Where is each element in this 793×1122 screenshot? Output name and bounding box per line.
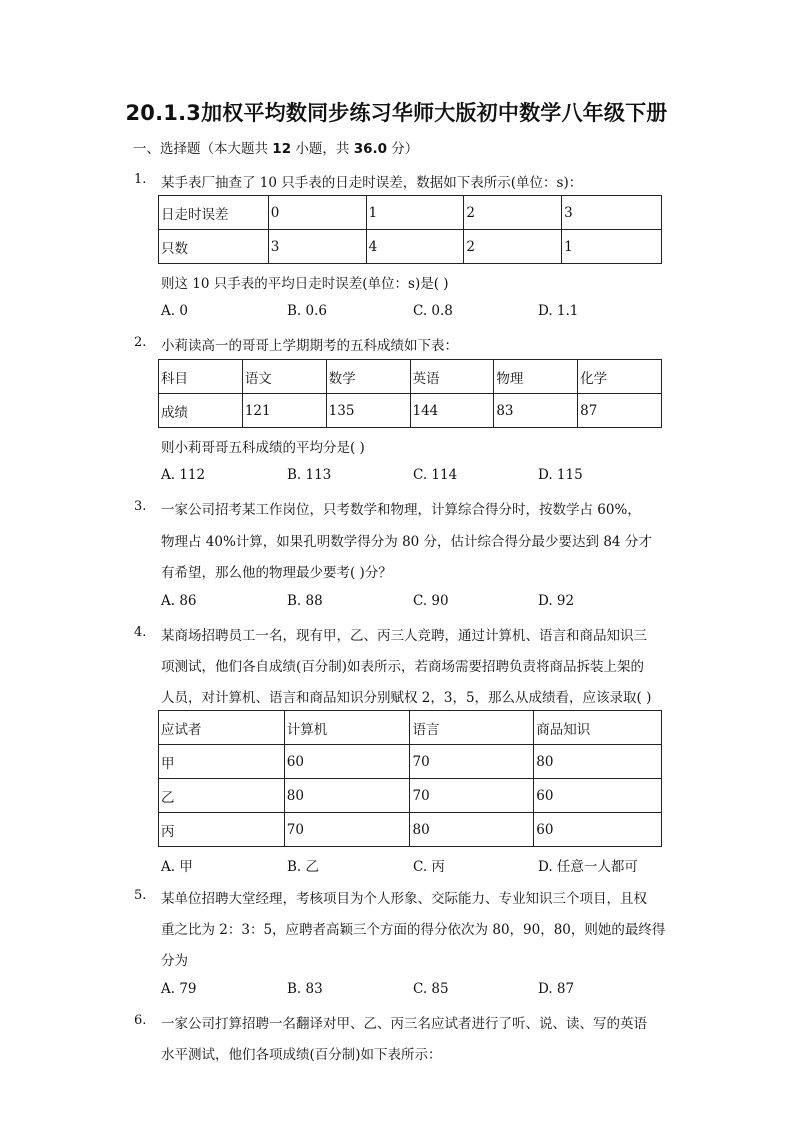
option-d: D. 1.1: [538, 303, 579, 319]
table-cell: 60: [284, 745, 410, 779]
question-stem: 某手表厂抽查了 10 只手表的日走时误差，数据如下表所示(单位：s)：: [161, 175, 583, 191]
table-cell: 87: [578, 394, 662, 428]
question-line: 重之比为 2：3：5，应聘者高颖三个方面的得分依次为 80，90，80，则她的最终得: [161, 922, 666, 938]
question-line: 项测试，他们各自成绩(百分制)如表所示，若商场需要招聘负责将商品拆装上架的: [161, 659, 645, 675]
table-cell: 乙: [159, 779, 285, 813]
table-cell: 4: [366, 230, 464, 264]
option-b: B. 83: [287, 981, 323, 997]
question-line: 某商场招聘员工一名，现有甲，乙、丙三人竞聘，通过计算机、语言和商品知识三: [161, 628, 647, 644]
table-cell: 甲: [159, 745, 285, 779]
question-line: 人员，对计算机、语言和商品知识分别赋权 2，3，5，那么从成绩看，应该录取( ): [161, 690, 652, 706]
option-a: A. 甲: [161, 859, 193, 875]
table-cell: 应试者: [159, 711, 285, 745]
option-d: D. 115: [538, 467, 583, 483]
option-a: A. 79: [161, 981, 197, 997]
question-number: 1.: [134, 172, 147, 187]
table-cell: 83: [494, 394, 578, 428]
question-number: 5.: [134, 888, 147, 903]
table-cell: 语言: [410, 711, 534, 745]
section-heading: 一、选择题（本大题共 12 小题，共 36.0 分）: [133, 141, 419, 157]
option-c: C. 85: [413, 981, 449, 997]
table-cell: 丙: [159, 813, 285, 847]
table-cell: 计算机: [284, 711, 410, 745]
table-cell: 80: [534, 745, 662, 779]
option-d: D. 92: [538, 593, 575, 609]
question-number: 3.: [134, 499, 147, 514]
table-cell: 1: [366, 196, 464, 230]
data-table: [158, 710, 662, 847]
question-number: 2.: [134, 335, 147, 350]
table-cell: 3: [562, 196, 662, 230]
table-cell: 成绩: [159, 394, 243, 428]
question-line: 物理占 40%计算，如果孔明数学得分为 80 分，估计综合得分最少要达到 84 分才: [161, 534, 652, 550]
table-cell: 物理: [494, 360, 578, 394]
table-cell: 80: [284, 779, 410, 813]
table-cell: 科目: [159, 360, 243, 394]
table-cell: 3: [268, 230, 366, 264]
option-a: A. 112: [161, 467, 206, 483]
option-b: B. 88: [287, 593, 323, 609]
table-cell: 70: [410, 745, 534, 779]
question-text: 则小莉哥哥五科成绩的平均分是( ): [161, 440, 365, 456]
table-cell: 商品知识: [534, 711, 662, 745]
table-cell: 80: [410, 813, 534, 847]
table-cell: 只数: [159, 230, 269, 264]
table-cell: 化学: [578, 360, 662, 394]
question-number: 6.: [134, 1013, 147, 1028]
table-cell: 121: [242, 394, 326, 428]
page-title: 20.1.3加权平均数同步练习华师大版初中数学八年级下册: [125, 101, 668, 125]
data-table: [158, 359, 662, 428]
table-cell: 70: [410, 779, 534, 813]
table-cell: 数学: [326, 360, 410, 394]
table-cell: 1: [562, 230, 662, 264]
question-text: 则这 10 只手表的平均日走时误差(单位：s)是( ): [161, 276, 449, 292]
option-b: B. 乙: [287, 859, 320, 875]
data-table: [158, 195, 662, 264]
table-cell: 日走时误差: [159, 196, 269, 230]
option-a: A. 86: [161, 593, 197, 609]
question-line: 某单位招聘大堂经理，考核项目为个人形象、交际能力、专业知识三个项目，且权: [161, 891, 647, 907]
question-line: 一家公司打算招聘一名翻译对甲、乙、丙三名应试者进行了听、说、读、写的英语: [161, 1016, 647, 1032]
table-cell: 2: [464, 196, 562, 230]
table-cell: 70: [284, 813, 410, 847]
question-number: 4.: [134, 625, 147, 640]
option-c: C. 0.8: [413, 303, 453, 319]
option-d: D. 任意一人都可: [538, 859, 638, 875]
table-cell: 语文: [242, 360, 326, 394]
option-b: B. 113: [287, 467, 332, 483]
table-cell: 60: [534, 813, 662, 847]
table-cell: 60: [534, 779, 662, 813]
option-c: C. 丙: [413, 859, 445, 875]
option-d: D. 87: [538, 981, 575, 997]
option-a: A. 0: [161, 303, 188, 319]
question-line: 一家公司招考某工作岗位，只考数学和物理，计算综合得分时，按数学占 60%，: [161, 502, 641, 518]
table-cell: 2: [464, 230, 562, 264]
table-cell: 英语: [410, 360, 494, 394]
question-stem: 小莉读高一的哥哥上学期期考的五科成绩如下表：: [161, 338, 458, 354]
question-line: 水平测试，他们各项成绩(百分制)如下表所示：: [161, 1047, 442, 1063]
question-line: 有希望，那么他的物理最少要考( )分？: [161, 565, 392, 581]
table-cell: 0: [268, 196, 366, 230]
question-line: 分为: [161, 953, 188, 969]
table-cell: 144: [410, 394, 494, 428]
option-c: C. 90: [413, 593, 449, 609]
option-b: B. 0.6: [287, 303, 327, 319]
option-c: C. 114: [413, 467, 458, 483]
table-cell: 135: [326, 394, 410, 428]
